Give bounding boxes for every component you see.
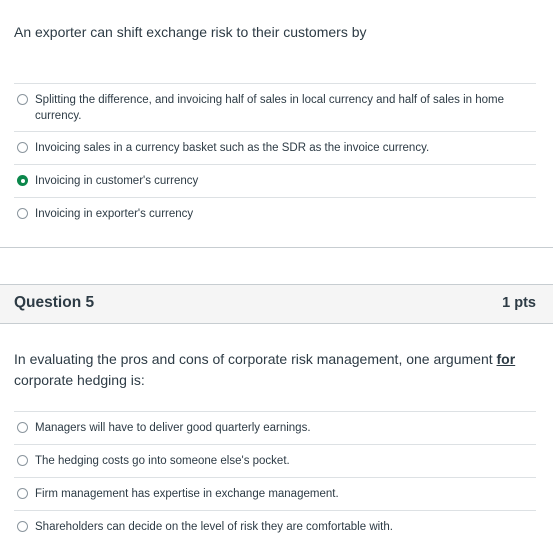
question-4-answers bbox=[14, 83, 536, 230]
question-4-answer-4[interactable] bbox=[14, 197, 536, 230]
question-5-answer-3[interactable] bbox=[14, 477, 536, 510]
answer-label: Shareholders can decide on the level of risk they are comfortable with. bbox=[35, 521, 393, 533]
radio-unselected-icon[interactable] bbox=[17, 208, 28, 219]
answer-label: The hedging costs go into someone else's pocket. bbox=[35, 455, 290, 467]
question-5-answers bbox=[14, 411, 536, 543]
question-5-points: 1 pts bbox=[502, 295, 536, 311]
question-4-answer-1[interactable] bbox=[14, 83, 536, 131]
answer-label: Managers will have to deliver good quarterly earnings. bbox=[35, 422, 311, 434]
question-4 bbox=[0, 0, 553, 248]
question-4-prompt: An exporter can shift exchange risk to their customers by bbox=[14, 24, 367, 40]
answer-label: Invoicing in customer's currency bbox=[35, 175, 199, 187]
question-4-answer-3[interactable] bbox=[14, 164, 536, 197]
question-spacer bbox=[0, 248, 553, 284]
radio-unselected-icon[interactable] bbox=[17, 455, 28, 466]
radio-unselected-icon[interactable] bbox=[17, 422, 28, 433]
question-5-prompt bbox=[14, 349, 534, 391]
question-4-answer-2[interactable] bbox=[14, 131, 536, 164]
radio-selected-icon[interactable] bbox=[17, 175, 28, 186]
radio-unselected-icon[interactable] bbox=[17, 142, 28, 153]
radio-unselected-icon[interactable] bbox=[17, 521, 28, 532]
question-5 bbox=[0, 324, 553, 556]
radio-unselected-icon[interactable] bbox=[17, 488, 28, 499]
question-5-title: Question 5 bbox=[14, 294, 95, 311]
question-5-header bbox=[0, 284, 553, 324]
answer-label: Splitting the difference, and invoicing half of sales in local currency and half of sales in home currency. bbox=[35, 94, 505, 122]
answer-label: Invoicing sales in a currency basket such as the SDR as the invoice currency. bbox=[35, 142, 430, 154]
prompt-emphasis: for bbox=[496, 351, 516, 367]
question-5-answer-1[interactable] bbox=[14, 411, 536, 444]
question-5-answer-4[interactable] bbox=[14, 510, 536, 543]
radio-unselected-icon[interactable] bbox=[17, 94, 28, 105]
prompt-text-after: corporate hedging is: bbox=[14, 372, 145, 388]
prompt-text-before: In evaluating the pros and cons of corporate risk management, one argument bbox=[14, 351, 497, 367]
answer-label: Firm management has expertise in exchange management. bbox=[35, 488, 339, 500]
answer-label: Invoicing in exporter's currency bbox=[35, 208, 194, 220]
question-5-answer-2[interactable] bbox=[14, 444, 536, 477]
